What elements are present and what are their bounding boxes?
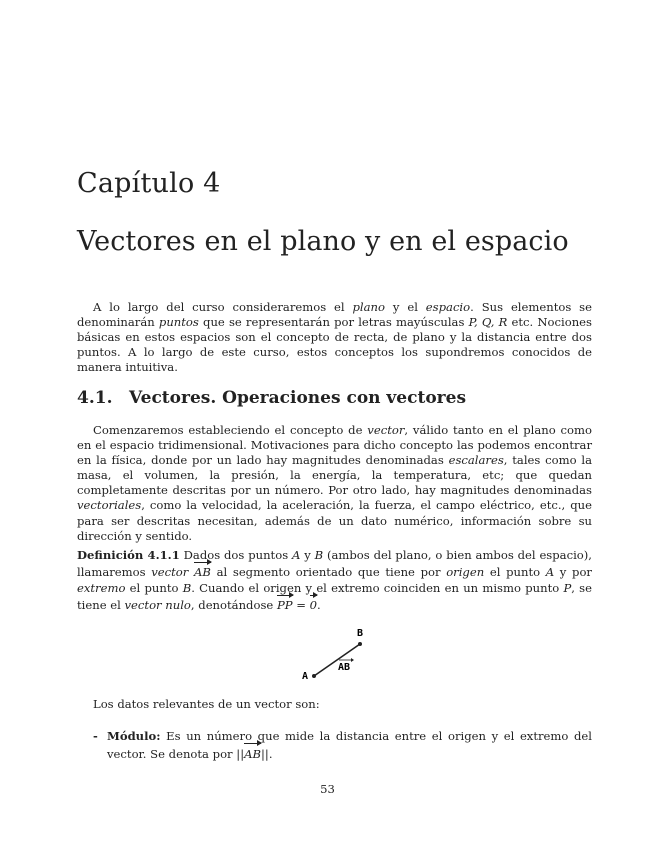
vector-label-arrowhead: [351, 658, 354, 662]
list-item-modulo: - Módulo: Es un número que mide la distancia entre el origen y el extremo del vector. Se denota por ||AB||.: [93, 729, 592, 761]
point-b-label: B: [357, 628, 364, 639]
relevant-data-text: Los datos relevantes de un vector son:: [93, 697, 320, 711]
vector-zero: 0: [309, 597, 318, 612]
list-term: Módulo:: [107, 729, 161, 743]
chapter-label: Capítulo 4: [77, 168, 221, 199]
section-title: Vectores. Operaciones con vectores: [129, 388, 467, 408]
page-number: 53: [320, 782, 335, 796]
intro-paragraph: A lo largo del curso consideraremos el plano y el espacio. Sus elementos se denominarán puntos que se representarán por letras mayúsculas P, Q, R etc. Nociones básicas en estos espacios son el concepto de recta, de plano y la distancia entre dos puntos. A lo largo de este curso, estos conceptos los supondremos conocidos de manera intuitiva.: [77, 300, 592, 375]
end-point: [358, 642, 362, 646]
chapter-title: Vectores en el plano y en el espacio: [77, 226, 569, 257]
vector-ab-label: AB: [338, 662, 351, 673]
section-number: 4.1.: [77, 388, 113, 408]
vector-figure: [290, 622, 380, 684]
definition-block: Definición 4.1.1 Dados dos puntos A y B (ambos del plano, o bien ambos del espacio), llamaremos vector AB al segmento orientado que tiene por origen el punto A y por extremo el punto B. Cuando el origen y el extremo coinciden en un mismo punto P, se tiene el vector nulo, denotándose PP = 0.: [77, 548, 592, 612]
point-a-label: A: [302, 671, 309, 682]
list-bullet: -: [93, 729, 98, 743]
vector-ab-norm: AB: [244, 747, 262, 761]
section-paragraph: Comenzaremos estableciendo el concepto de vector, válido tanto en el plano como en el espacio tridimensional. Motivaciones para dicho concepto las podemos encontrar en la física, donde por un lado hay magnitudes denominadas escalares, tales como la masa, el volumen, la presión, la energía, la temperatura, etc; que quedan completamente descritas por un número. Por otro lado, hay magnitudes denominadas vectoriales, como la velocidad, la aceleración, la fuerza, el campo eléctrico, etc., que para ser descritas necesitan, además de un dato numérico, información sobre su dirección y sentido.: [77, 423, 593, 543]
vector-pp: PP: [276, 597, 293, 612]
vector-ab: AB: [194, 564, 211, 579]
origin-point: [312, 674, 316, 678]
definition-label: Definición 4.1.1: [77, 548, 180, 562]
section-heading: [77, 388, 466, 408]
